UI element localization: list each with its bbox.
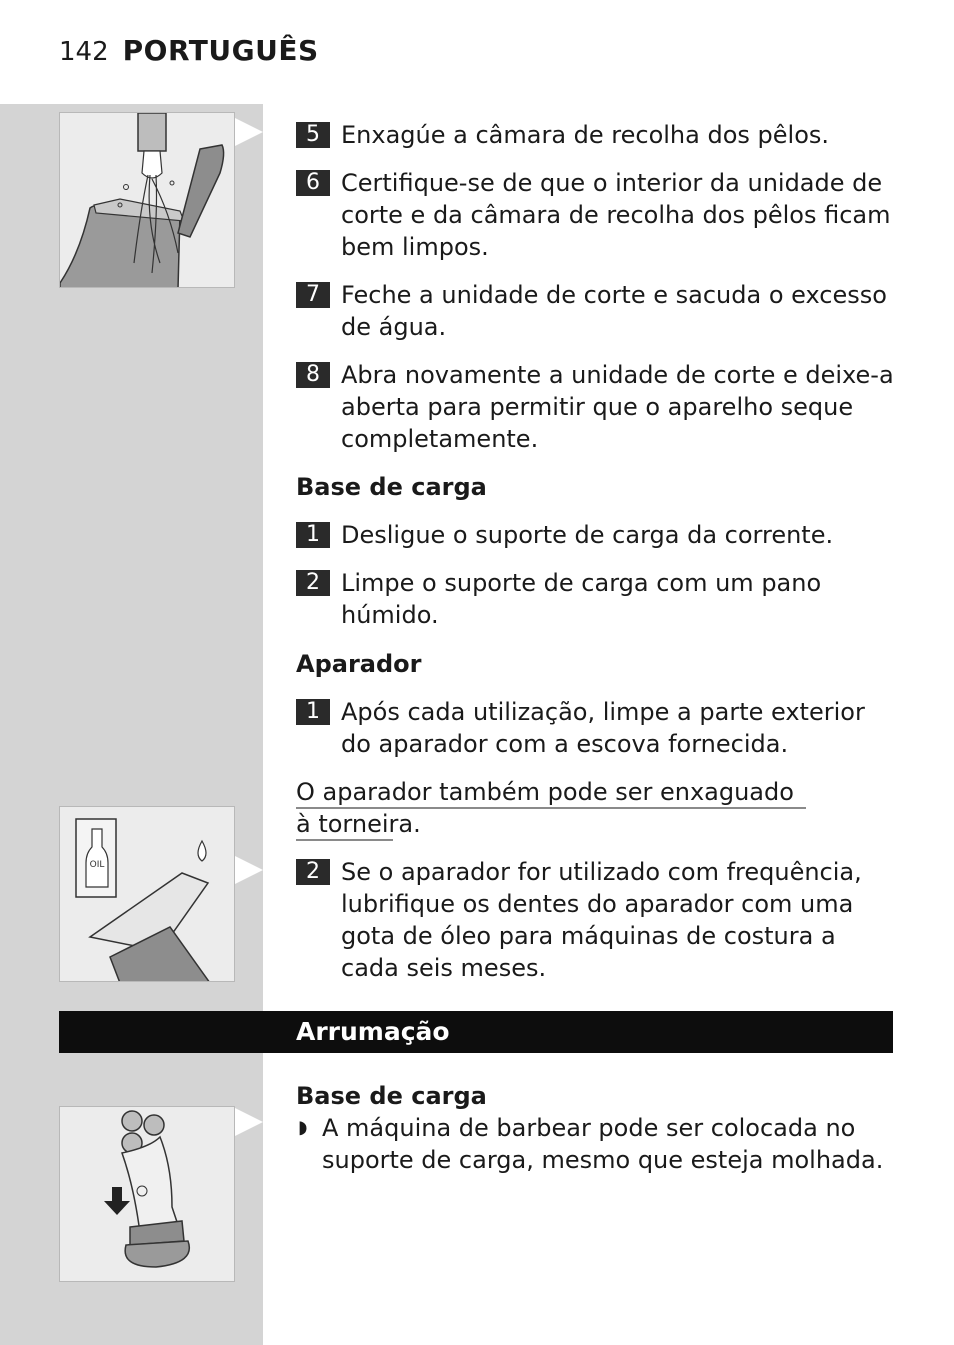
step-number: 1 — [296, 522, 330, 548]
page-header — [59, 34, 319, 67]
note-underline — [296, 807, 806, 809]
illustration-pointer — [235, 118, 263, 146]
step-6 — [296, 167, 896, 263]
section-title-storage: Arrumação — [296, 1017, 450, 1046]
oil-label: OIL — [89, 860, 105, 870]
step-text: Abra novamente a unidade de corte e deixe-a aberta para permitir que o aparelho seque completamente. — [341, 361, 894, 453]
step-number: 2 — [296, 859, 330, 885]
step-text: Desligue o suporte de carga da corrente. — [341, 521, 834, 549]
step-5 — [296, 119, 896, 151]
steps-group-rinsing — [296, 119, 896, 455]
illustration-pointer — [235, 1108, 263, 1136]
step-7 — [296, 279, 896, 343]
storage-bullet — [296, 1112, 896, 1176]
step-number: 7 — [296, 282, 330, 308]
step-number: 1 — [296, 699, 330, 725]
page-language-title: PORTUGUÊS — [122, 34, 319, 67]
step-text: Após cada utilização, limpe a parte exterior do aparador com a escova fornecida. — [341, 698, 865, 758]
step-8 — [296, 359, 896, 455]
storage-illustration — [59, 1106, 235, 1282]
page-number: 142 — [59, 37, 109, 67]
trimmer-step-2-block — [296, 856, 896, 984]
step-text: Feche a unidade de corte e sacuda o excesso de água. — [341, 281, 887, 341]
trimmer-step-2 — [296, 856, 896, 984]
bullet-text: A máquina de barbear pode ser colocada no suporte de carga, mesmo que esteja molhada. — [322, 1114, 884, 1174]
step-text: Se o aparador for utilizado com frequência, lubrifique os dentes do aparador com uma gota de óleo para máquinas de costura a cada seis meses. — [341, 858, 862, 982]
triangle-bullet-icon: ◗ — [298, 1117, 308, 1138]
illustration-pointer — [235, 856, 263, 884]
subheading: Base de carga — [296, 1082, 487, 1110]
storage-section — [296, 1080, 896, 1176]
step-number: 5 — [296, 122, 330, 148]
note-underline — [296, 839, 393, 841]
charging-step-2 — [296, 567, 896, 631]
step-text: Limpe o suporte de carga com um pano húmido. — [341, 569, 822, 629]
oil-trimmer-illustration — [59, 806, 235, 982]
step-number: 2 — [296, 570, 330, 596]
subheading: Aparador — [296, 650, 422, 678]
trimmer-step-1 — [296, 696, 896, 760]
trimmer-section — [296, 648, 896, 760]
step-text: Certifique-se de que o interior da unidade de corte e da câmara de recolha dos pêlos ficam bem limpos. — [341, 169, 891, 261]
subheading: Base de carga — [296, 473, 487, 501]
step-number: 8 — [296, 362, 330, 388]
section-bar-storage — [59, 1011, 893, 1053]
charging-step-1 — [296, 519, 896, 551]
charging-stand-section — [296, 471, 896, 631]
step-number: 6 — [296, 170, 330, 196]
rinse-illustration — [59, 112, 235, 288]
step-text: Enxagúe a câmara de recolha dos pêlos. — [341, 121, 830, 149]
note-text: O aparador também pode ser enxaguado à torneira. — [296, 778, 794, 838]
